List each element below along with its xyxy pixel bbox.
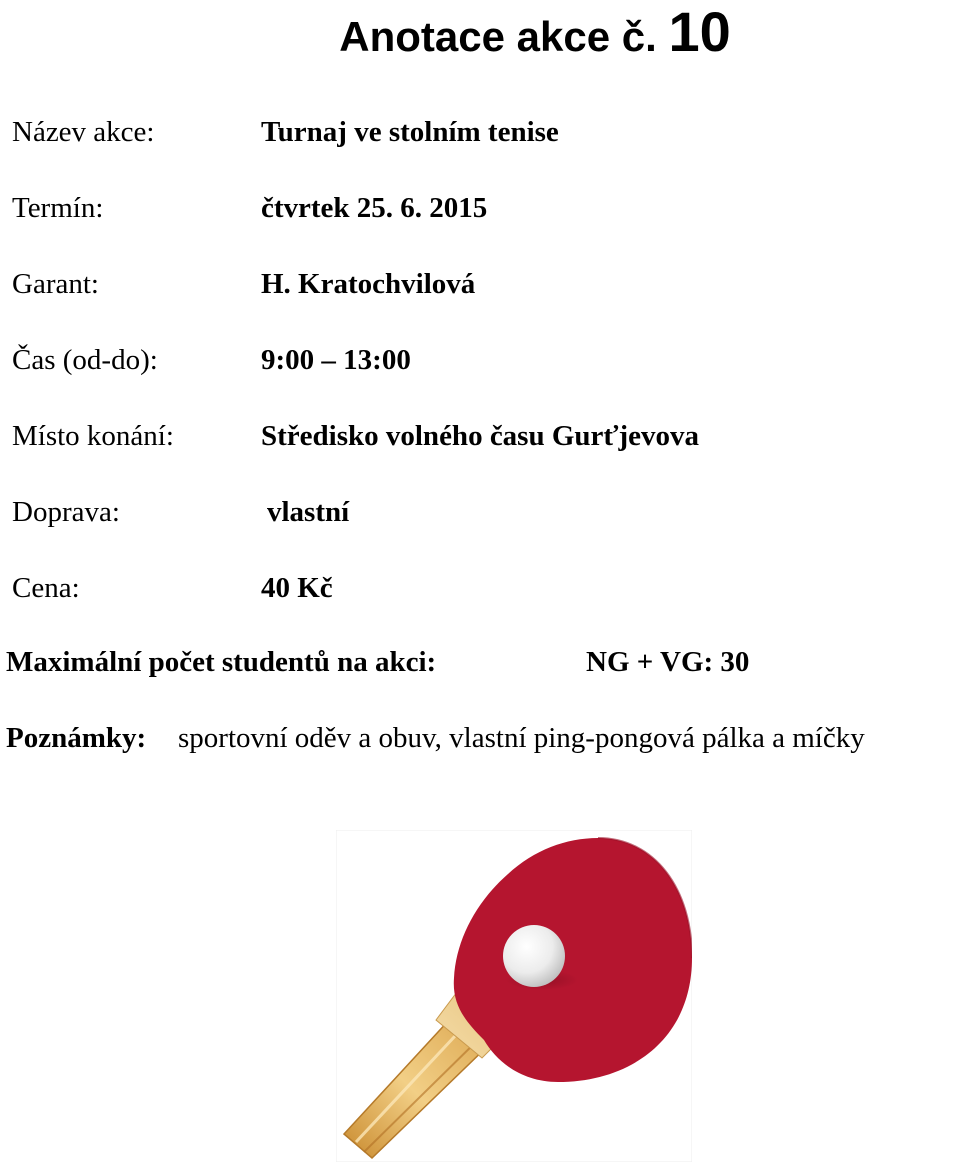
field-label: Garant: (12, 268, 99, 300)
field-label: Cena: (12, 572, 80, 604)
field-value: vlastní (267, 496, 350, 528)
notes-label: Poznámky: (6, 722, 147, 754)
field-label: Termín: (12, 192, 104, 224)
title-text: Anotace akce č. (339, 13, 669, 60)
ping-pong-ball-icon (503, 925, 565, 987)
page-title (0, 2, 960, 67)
field-label: Název akce: (12, 116, 155, 148)
field-value: 9:00 – 13:00 (261, 344, 411, 376)
ping-pong-paddle-icon (336, 830, 692, 1162)
field-value: H. Kratochvilová (261, 268, 476, 300)
field-label: Čas (od-do): (12, 344, 158, 376)
capacity-value: NG + VG: 30 (586, 646, 750, 678)
field-value: Středisko volného času Gurťjevova (261, 420, 700, 452)
notes-value: sportovní oděv a obuv, vlastní ping-pongová pálka a míčky (178, 722, 865, 754)
field-label: Doprava: (12, 496, 120, 528)
title-number: 10 (668, 0, 731, 63)
field-value: Turnaj ve stolním tenise (261, 116, 559, 148)
capacity-label: Maximální počet studentů na akci: (6, 646, 437, 678)
field-label: Místo konání: (12, 420, 174, 452)
field-value: čtvrtek 25. 6. 2015 (261, 192, 488, 224)
field-value: 40 Kč (261, 572, 333, 604)
